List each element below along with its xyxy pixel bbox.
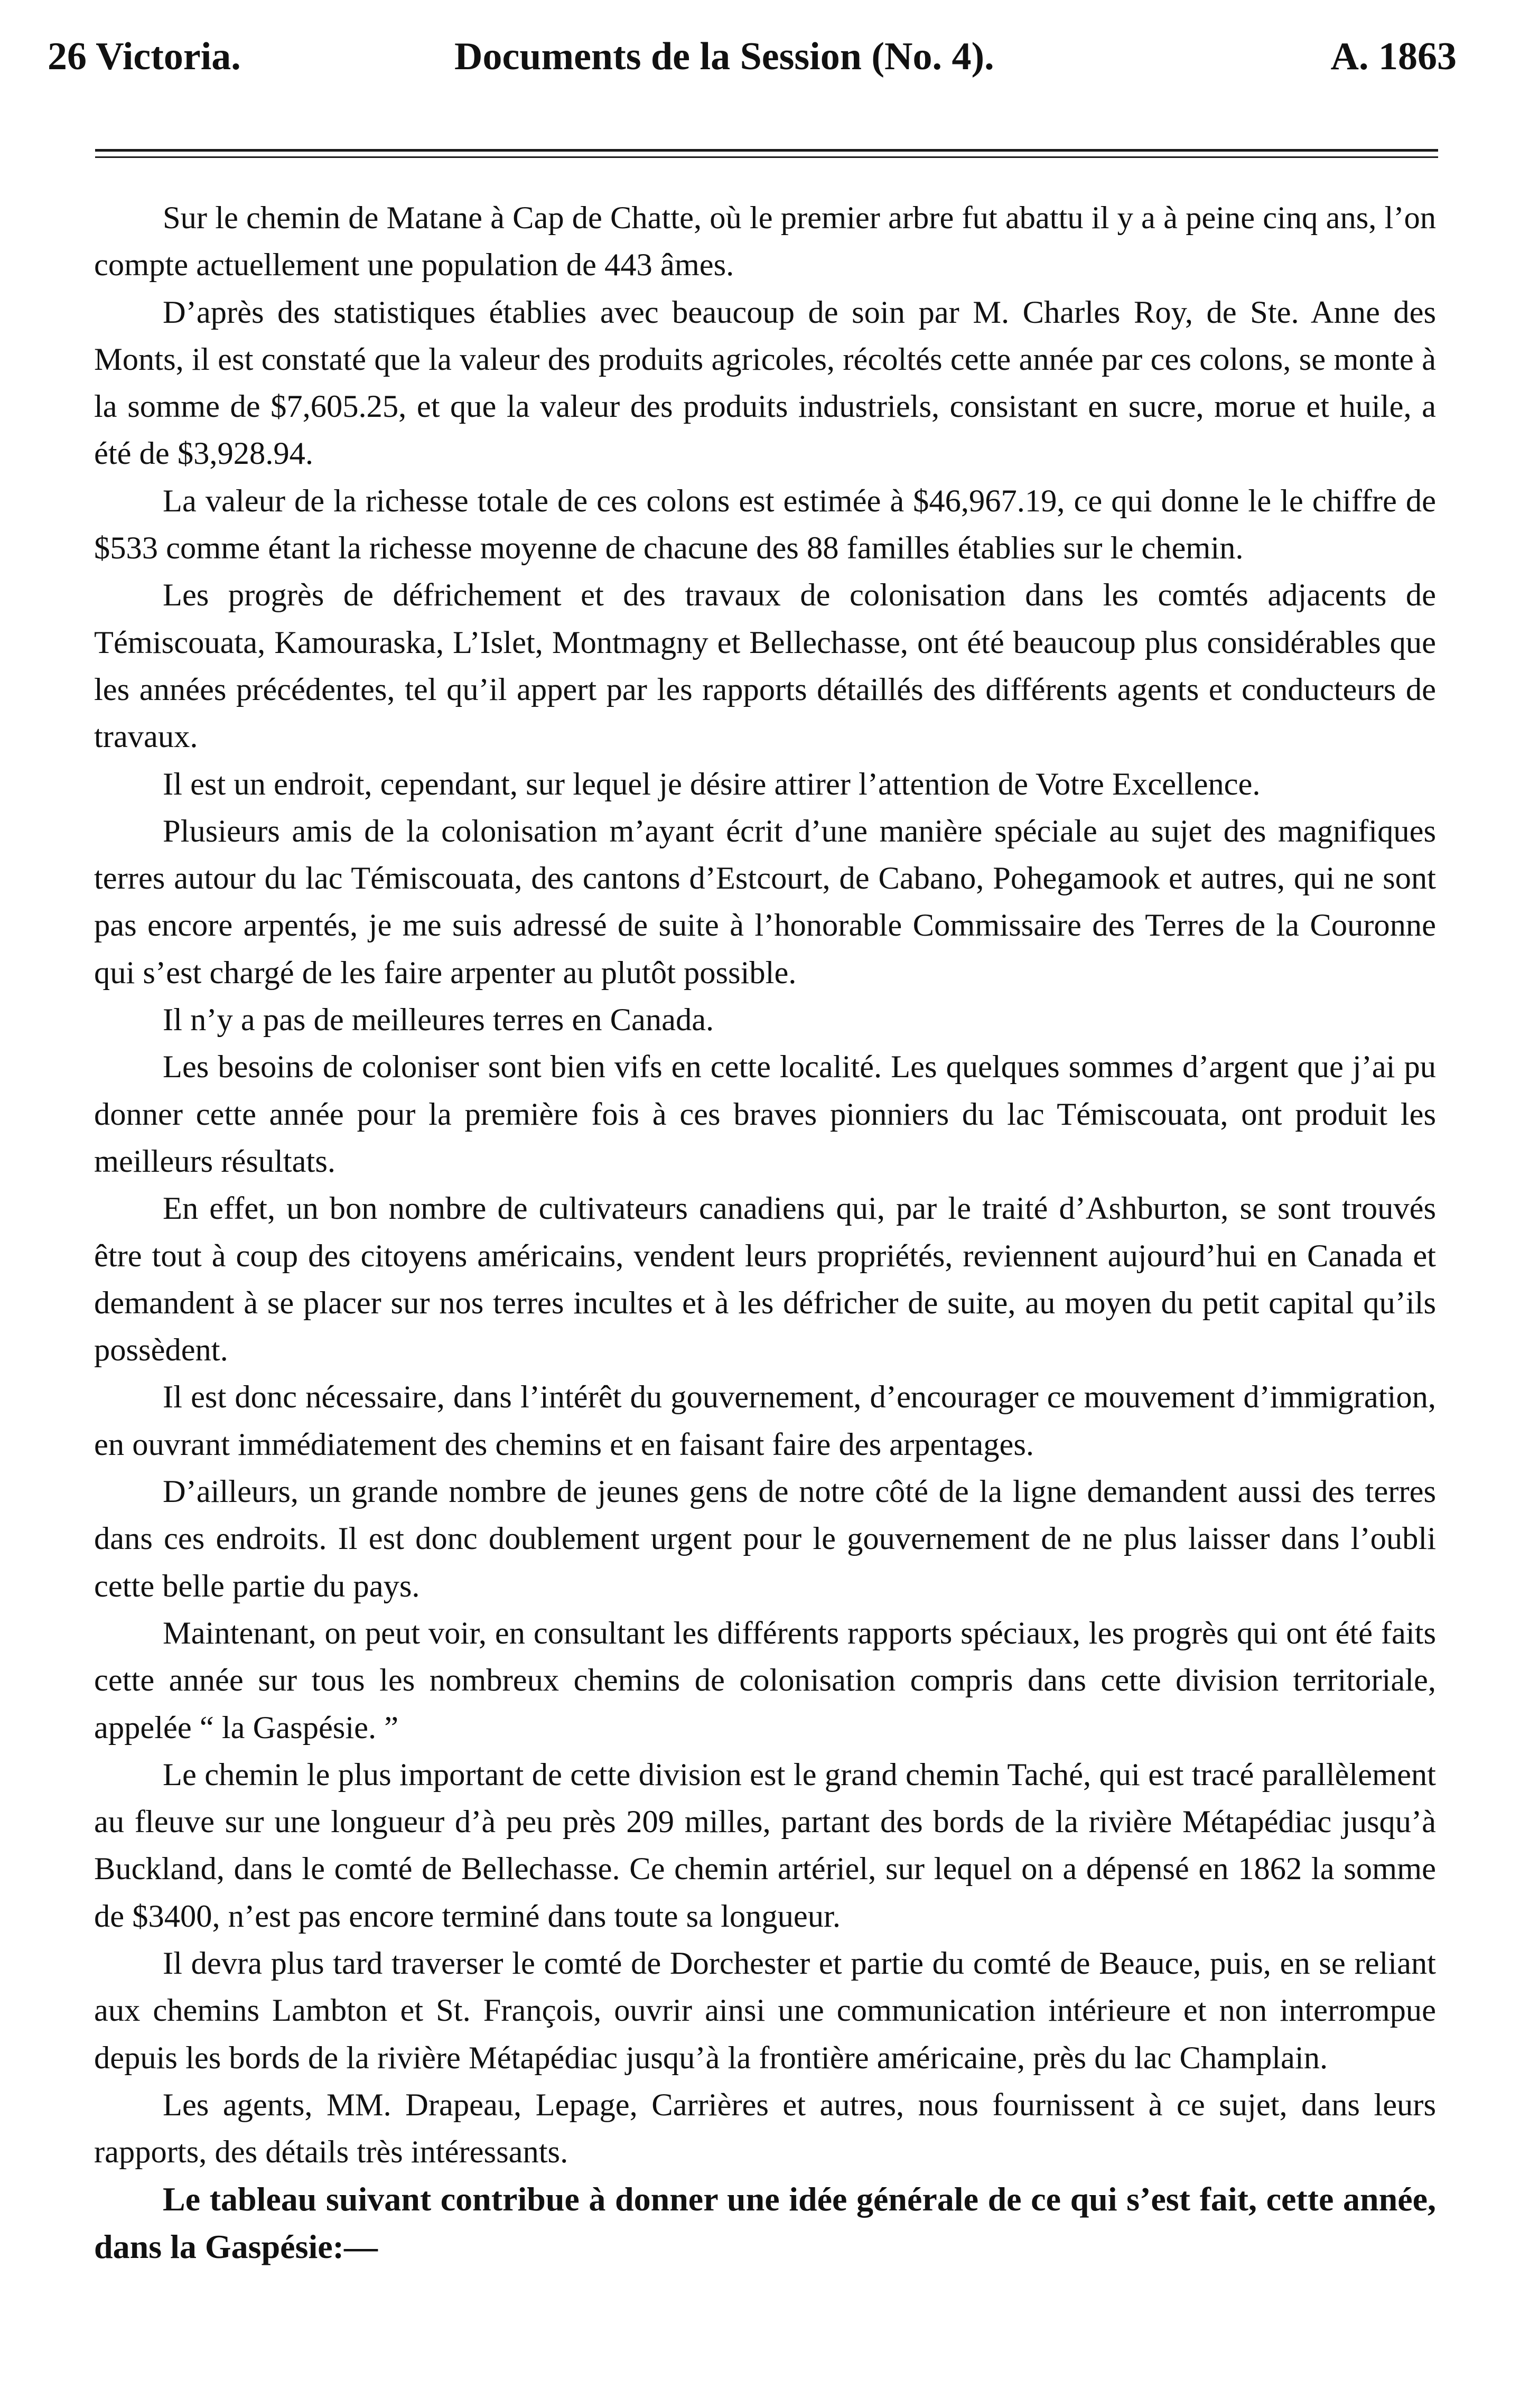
paragraph-immigration: Il est donc nécessaire, dans l’intérêt du gouvernement, d’encourager ce mouvement d’immigration, en ouvrant immédiatement des chemins et en faisant faire des arpentages.: [94, 1379, 1436, 1462]
paragraph-table-intro: Le tableau suivant contribue à donner une idée générale de ce qui s’est fait, cette année, dans la Gaspésie:—: [94, 2180, 1436, 2265]
body-text: [94, 194, 1436, 2270]
header-year: A. 1863: [1330, 35, 1457, 78]
paragraph-best-lands: Il n’y a pas de meilleures terres en Canada.: [163, 1002, 714, 1038]
header-title: Documents de la Session (No. 4).: [454, 35, 994, 78]
paragraph-progress: Les progrès de défrichement et des travaux de colonisation dans les comtés adjacents de Témiscouata, Kamouraska, L’Islet, Montmagny et Bellechasse, ont été beaucoup plus considérables que les années précédentes, tel qu’il appert par les rapports détaillés des différents agents et conducteurs de travaux.: [94, 577, 1436, 755]
paragraph-tache-road: Le chemin le plus important de cette division est le grand chemin Taché, qui est tracé parallèlement au fleuve sur une longueur d’à peu près 209 milles, partant des bords de la rivière Métapédiac jusqu’à Buckland, dans le comté de Bellechasse. Ce chemin artériel, sur lequel on a dépensé en 1862 la somme de $3400, n’est pas encore terminé dans toute sa longueur.: [94, 1757, 1436, 1934]
paragraph-ashburton: En effet, un bon nombre de cultivateurs canadiens qui, par le traité d’Ashburton, se sont trouvés être tout à coup des citoyens américains, vendent leurs propriétés, reviennent aujourd’hui en Canada et demandent à se placer sur nos terres incultes et à les défricher de suite, au moyen du petit capital qu’ils possèdent.: [94, 1191, 1436, 1368]
header-volume: 26 Victoria.: [48, 35, 241, 78]
paragraph-matane: Sur le chemin de Matane à Cap de Chatte, où le premier arbre fut abattu il y a à peine cinq ans, l’on compte actuellement une population de 443 âmes.: [94, 200, 1436, 283]
paragraph-wealth: La valeur de la richesse totale de ces colons est estimée à $46,967.19, ce qui donne le le chiffre de $533 comme étant la richesse moyenne de chacune des 88 familles établies sur le chemin.: [94, 483, 1436, 566]
header-rule-top: [95, 149, 1438, 152]
paragraph-temiscouata: Plusieurs amis de la colonisation m’ayant écrit d’une manière spéciale au sujet des magnifiques terres autour du lac Témiscouata, des cantons d’Estcourt, de Cabano, Pohegamook et autres, qui ne sont pas encore arpentés, je me suis adressé de suite à l’honorable Commissaire des Terres de la Couronne qui s’est chargé de les faire arpenter au plutôt possible.: [94, 813, 1436, 991]
paragraph-gaspesie: Maintenant, on peut voir, en consultant les différents rapports spéciaux, les progrès qui ont été faits cette année sur tous les nombreux chemins de colonisation compris dans cette division territoriale, appelée “ la Gaspésie. ”: [94, 1615, 1436, 1746]
paragraph-attention: Il est un endroit, cependant, sur lequel je désire attirer l’attention de Votre Excellence.: [163, 766, 1261, 802]
paragraph-young-people: D’ailleurs, un grande nombre de jeunes gens de notre côté de la ligne demandent aussi des terres dans ces endroits. Il est donc doublement urgent pour le gouvernement de ne plus laisser dans l’oubli cette belle partie du pays.: [94, 1474, 1436, 1604]
paragraph-statistics: D’après des statistiques établies avec beaucoup de soin par M. Charles Roy, de Ste. Anne des Monts, il est constaté que la valeur des produits agricoles, récoltés cette année par ces colons, se monte à la somme de $7,605.25, et que la valeur des produits industriels, consistant en sucre, morue et huile, a été de $3,928.94.: [94, 294, 1436, 472]
paragraph-dorchester: Il devra plus tard traverser le comté de Dorchester et partie du comté de Beauce, puis, en se reliant aux chemins Lambton et St. François, ouvrir ainsi une communication intérieure et non interrompue depuis les bords de la rivière Métapédiac jusqu’à la frontière américaine, près du lac Champlain.: [94, 1945, 1436, 2076]
paragraph-needs: Les besoins de coloniser sont bien vifs en cette localité. Les quelques sommes d’argent que j’ai pu donner cette année pour la première fois à ces braves pionniers du lac Témiscouata, ont produit les meilleurs résultats.: [94, 1049, 1436, 1179]
header-rule-bottom: [95, 156, 1438, 158]
page-header: [48, 27, 1472, 86]
paragraph-agents: Les agents, MM. Drapeau, Lepage, Carrières et autres, nous fournissent à ce sujet, dans leurs rapports, des détails très intéressants.: [94, 2087, 1436, 2170]
